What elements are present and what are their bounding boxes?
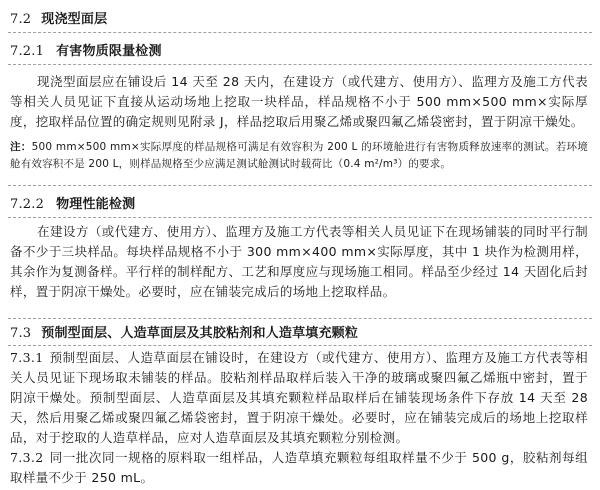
note-label: 注： <box>10 141 32 153</box>
clause-text: 同一批次同一规格的原料取一组样品，人造草填充颗粒每组取样量不少于 500 g，胶粘剂每组取样量不少于 250 mL。 <box>10 450 588 485</box>
section-7-2-2-heading <box>10 193 135 212</box>
clause-number: 7.3.1 <box>10 350 44 365</box>
paragraph-7-3-1 <box>10 348 588 448</box>
section-7-3-heading <box>10 322 358 341</box>
paragraph-7-2-2: 在建设方（或代建方、使用方）、监理方及施工方代表等相关人员见证下在现场铺装的同时平行制备不少于三块样品。每块样品规格不小于 300 mm×400 mm×实际厚度，其中 1 块作为检测用样，其余作为复测备样。平行样的制样配方、工艺和厚度应与现场施工相同。样品至少经过 14 天固化后封样，置于阴凉干燥处。必要时，应在铺装完成后的场地上挖取样品。 <box>10 224 588 299</box>
note-7-2-1 <box>10 139 588 173</box>
divider <box>8 64 592 65</box>
paragraph-7-3-2 <box>10 448 588 488</box>
divider <box>8 217 592 218</box>
clause-text: 预制型面层、人造草面层在铺设时，在建设方（或代建方、使用方）、监理方及施工方代表等相关人员见证下现场取未铺装的样品。胶粘剂样品取样后装入干净的玻璃或聚四氟乙烯瓶中密封，置于阴凉干燥处。预制型面层、人造草面层及其填充颗粒样品取样后在铺装现场条件下存放 14 天至 28 天，然后用聚乙烯或聚四氟乙烯袋密封，置于阴凉干燥处。必要时，应在铺装完成后的场地上挖取样品，对于挖取的人造草样品，应对人造草面层及其填充颗粒分别检测。 <box>10 350 588 445</box>
section-7-2-heading <box>10 8 107 27</box>
section-number: 7.3 <box>10 326 32 341</box>
divider <box>8 185 592 186</box>
paragraph-7-2-1: 现浇型面层应在铺设后 14 天至 28 天内，在建设方（或代建方、使用方）、监理方及施工方代表等相关人员见证下直接从运动场地上挖取一块样品，样品规格不小于 500 mm×500 mm×实际厚度，挖取样品位置的确定规则见附录 J，样品挖取后用聚乙烯或聚四氟乙烯袋密封，置于阴凉干燥处。 <box>10 74 588 129</box>
note-text: 500 mm×500 mm×实际厚度的样品规格可满足有效容积为 200 L 的环境舱进行有害物质释放速率的测试。若环境舱有效容积不是 200 L，则样品规格至少应满足测试舱测试时载荷比（0.4 m²/m³）的要求。 <box>10 141 588 170</box>
section-title: 有害物质限量检测 <box>56 44 162 59</box>
section-7-2-1-heading <box>10 40 162 59</box>
section-title: 预制型面层、人造草面层及其胶粘剂和人造草填充颗粒 <box>41 326 359 341</box>
divider <box>8 32 592 33</box>
clause-number: 7.3.2 <box>10 450 44 465</box>
section-number: 7.2.1 <box>10 44 45 59</box>
section-number: 7.2 <box>10 12 32 27</box>
divider <box>8 345 592 346</box>
divider <box>8 318 592 319</box>
section-number: 7.2.2 <box>10 197 45 212</box>
section-title: 物理性能检测 <box>56 197 136 212</box>
section-title: 现浇型面层 <box>41 12 108 27</box>
